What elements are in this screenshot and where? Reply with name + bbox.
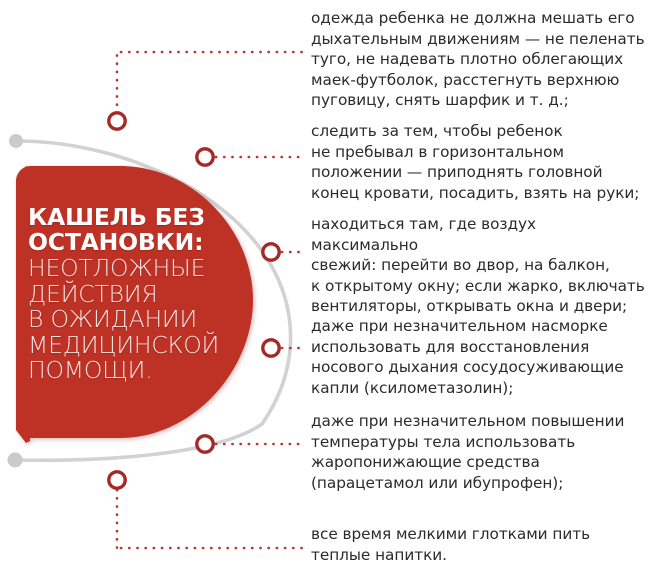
marker-6[interactable]	[109, 472, 125, 488]
note-5-line-4: (парацетамол или ибупрофен);	[311, 473, 564, 492]
note-3-line-2: свежий: перейти во двор, на балкон,	[311, 256, 610, 275]
note-1-line-4: маек-футболок, расстегнуть верхнюю	[311, 70, 620, 89]
note-5-line-2: температуры тела использовать	[311, 432, 576, 451]
note-3-line-3: к открытому окну; если жарко, включать	[311, 276, 645, 295]
title-light-line-5: ПОМОЩИ.	[28, 356, 153, 384]
note-6-line-2: теплые напитки.	[311, 545, 447, 564]
note-item-4	[311, 316, 645, 398]
title-strong-line-1: КАШЕЛЬ БЕЗ	[28, 203, 205, 231]
title-light-line-4: МЕДИЦИНСКОЙ	[28, 330, 220, 359]
note-2-line-2: не пребывал в горизонтальном	[311, 142, 564, 161]
note-6-line-1: все время мелкими глотками пить	[311, 525, 591, 543]
note-3-line-1: находиться там, где воздух максимально	[311, 215, 537, 254]
note-1-line-1: одежда ребенка не должна мешать его	[311, 9, 635, 27]
marker-5[interactable]	[197, 436, 213, 452]
note-3-line-4: вентиляторы, открывать окна и двери;	[311, 297, 628, 316]
note-item-1	[311, 8, 645, 111]
arc-dot-bottom	[8, 453, 23, 468]
note-item-2	[311, 121, 645, 203]
note-4-line-2: использовать для восстановления	[311, 337, 590, 356]
note-4-line-1: даже при незначительном насморке	[311, 317, 608, 335]
title-light-line-1: НЕОТЛОЖНЫЕ	[28, 254, 206, 282]
marker-2[interactable]	[197, 149, 213, 165]
note-5-line-1: даже при незначительном повышении	[311, 412, 625, 430]
note-2-line-3: положении — приподнять головной	[311, 163, 603, 182]
note-2-line-1: следить за тем, чтобы ребенок	[311, 122, 563, 140]
note-item-5	[311, 411, 645, 493]
note-item-3	[311, 214, 645, 317]
title-light-line-3: В ОЖИДАНИИ	[28, 305, 197, 333]
note-1-line-5: пуговицу, снять шарфик и т. д.;	[311, 91, 569, 110]
note-2-line-4: конец кровати, посадить, взять на руки;	[311, 183, 640, 202]
note-4-line-4: капли (ксилометазолин);	[311, 378, 514, 397]
note-1-line-2: дыхательным движениям — не пеленать	[311, 29, 645, 48]
title-strong-line-2: ОСТАНОВКИ:	[28, 228, 204, 256]
marker-3[interactable]	[263, 244, 279, 260]
marker-4[interactable]	[263, 340, 279, 356]
title-light-line-2: ДЕЙСТВИЯ	[28, 279, 158, 308]
arc-dot-top	[9, 134, 23, 148]
note-5-line-3: жаропонижающие средства	[311, 453, 540, 472]
note-4-line-3: носового дыхания сосудосуживающие	[311, 358, 624, 377]
note-1-line-3: туго, не надевать плотно облегающих	[311, 50, 624, 69]
marker-1[interactable]	[109, 113, 125, 129]
note-item-6	[311, 524, 645, 565]
